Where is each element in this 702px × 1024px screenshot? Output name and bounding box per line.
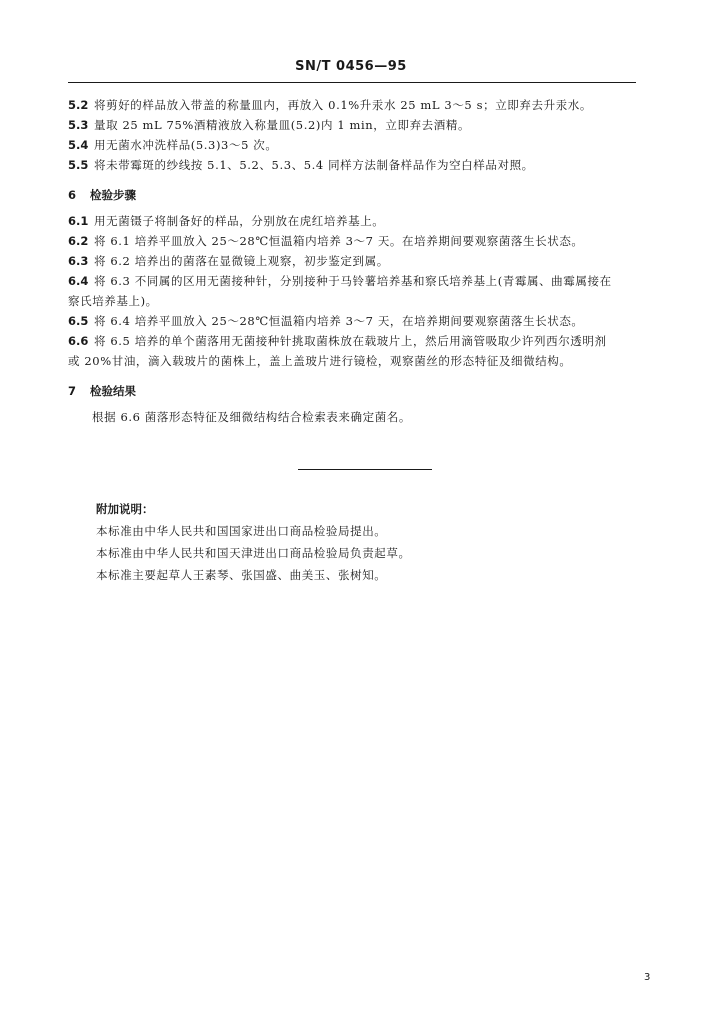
clause-5-5: [68, 155, 640, 175]
clause-6-6: [68, 331, 640, 351]
clause-6-4: [68, 271, 640, 291]
clause-number: 6.5: [68, 314, 89, 328]
section-number: 6: [68, 188, 77, 202]
section-title: 检验步骤: [90, 188, 136, 202]
clause-text: 将未带霉斑的纱线按 5.1、5.2、5.3、5.4 同样方法制备样品作为空白样品对照。: [94, 158, 534, 172]
note-line: 本标准主要起草人王素琴、张国盛、曲美玉、张树知。: [96, 568, 387, 582]
clause-text: 将剪好的样品放入带盖的称量皿内，再放入 0.1%升汞水 25 mL 3～5 s；立即弃去升汞水。: [94, 98, 592, 112]
clause-number: 6.1: [68, 214, 89, 228]
clause-6-6-continuation: 或 20%甘油，滴入载玻片的菌株上，盖上盖玻片进行镜检，观察菌丝的形态特征及细微结构。: [68, 354, 572, 368]
section-number: 7: [68, 384, 77, 398]
section-title: 检验结果: [90, 384, 136, 398]
clause-number: 6.4: [68, 274, 89, 288]
clause-6-2: [68, 231, 640, 251]
page-number: 3: [644, 972, 651, 983]
clause-number: 5.2: [68, 98, 89, 112]
header-rule: [68, 82, 636, 83]
clause-6-4-continuation: 察氏培养基上)。: [68, 294, 158, 308]
additional-notes: [96, 498, 411, 586]
document-body: [68, 95, 640, 427]
clause-text: 用无菌镊子将制备好的样品，分别放在虎红培养基上。: [94, 214, 385, 228]
clause-text: 用无菌水冲洗样品(5.3)3～5 次。: [94, 138, 278, 152]
section-7-text: 根据 6.6 菌落形态特征及细微结构结合检索表来确定菌名。: [92, 410, 411, 424]
clause-text: 将 6.4 培养平皿放入 25～28℃恒温箱内培养 3～7 天，在培养期间要观察菌落生长状态。: [94, 314, 584, 328]
clause-5-3: [68, 115, 640, 135]
note-line: 本标准由中华人民共和国国家进出口商品检验局提出。: [96, 524, 387, 538]
clause-5-4: [68, 135, 640, 155]
clause-text: 量取 25 mL 75%酒精液放入称量皿(5.2)内 1 min，立即弃去酒精。: [94, 118, 471, 132]
clause-number: 6.2: [68, 234, 89, 248]
clause-number: 6.6: [68, 334, 89, 348]
clause-text: 将 6.5 培养的单个菌落用无菌接种针挑取菌株放在载玻片上，然后用滴管吸取少许列西尔透明剂: [94, 334, 607, 348]
clause-text: 将 6.1 培养平皿放入 25～28℃恒温箱内培养 3～7 天。在培养期间要观察菌落生长状态。: [94, 234, 584, 248]
standard-code-header: SN/T 0456—95: [295, 59, 407, 74]
clause-text: 将 6.3 不同属的区用无菌接种针，分别接种于马铃薯培养基和察氏培养基上(青霉属、曲霉属接在: [94, 274, 612, 288]
clause-text: 将 6.2 培养出的菌落在显微镜上观察，初步鉴定到属。: [94, 254, 389, 268]
end-of-standard-rule: [298, 469, 432, 470]
clause-6-3: [68, 251, 640, 271]
clause-number: 6.3: [68, 254, 89, 268]
note-line: 本标准由中华人民共和国天津进出口商品检验局负责起草。: [96, 546, 411, 560]
clause-number: 5.3: [68, 118, 89, 132]
notes-title: 附加说明：: [96, 502, 154, 516]
clause-5-2: [68, 95, 640, 115]
clause-number: 5.5: [68, 158, 89, 172]
clause-number: 5.4: [68, 138, 89, 152]
section-7-heading: [68, 381, 640, 401]
clause-6-5: [68, 311, 640, 331]
clause-6-1: [68, 211, 640, 231]
section-6-heading: [68, 185, 640, 205]
